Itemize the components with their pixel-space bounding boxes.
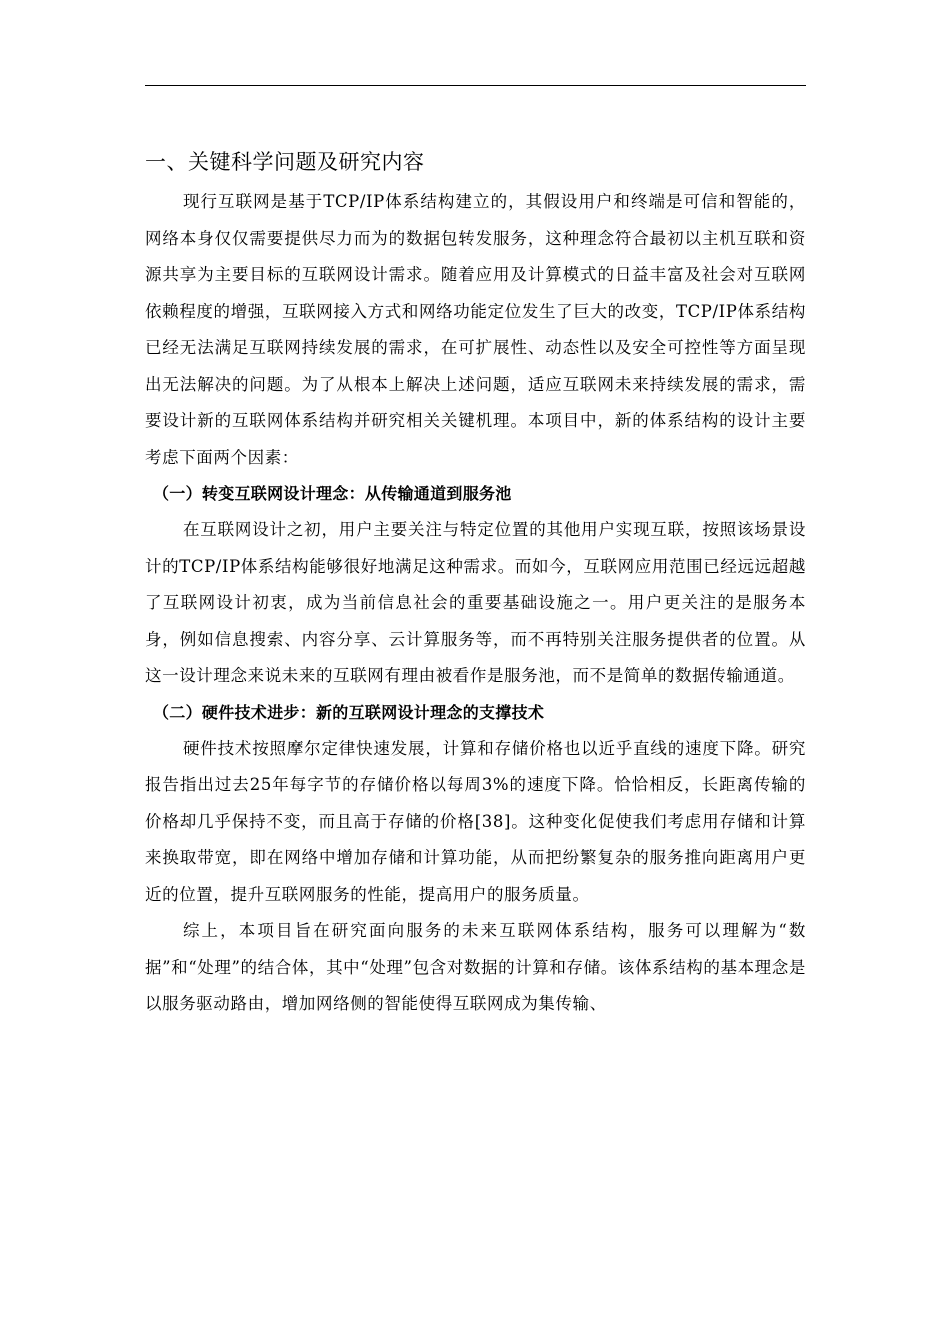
hardware-paragraph: 硬件技术按照摩尔定律快速发展，计算和存储价格也以近乎直线的速度下降。研究报告指出过去25年每字节的存储价格以每周3%的速度下降。恰恰相反，长距离传输的价格却几乎保持不变，而且高于存储的价格[38]。这种变化促使我们考虑用存储和计算来换取带宽，即在网络中增加存储和计算功能，从而把纷繁复杂的服务推向距离用户更近的位置，提升互联网服务的性能，提高用户的服务质量。 (145, 738, 806, 904)
summary-paragraph: 综上，本项目旨在研究面向服务的未来互联网体系结构，服务可以理解为“数据”和“处理”的结合体，其中“处理”包含对数据的计算和存储。该体系结构的基本理念是以服务驱动路由，增加网络侧的智能使得互联网成为集传输、 (145, 921, 806, 1013)
intro-paragraph: 现行互联网是基于TCP/IP体系结构建立的，其假设用户和终端是可信和智能的，网络本身仅仅需要提供尽力而为的数据包转发服务，这种理念符合最初以主机互联和资源共享为主要目标的互联网设计需求。随着应用及计算模式的日益丰富及社会对互联网依赖程度的增强，互联网接入方式和网络功能定位发生了巨大的改变，TCP/IP体系结构已经无法满足互联网持续发展的需求，在可扩展性、动态性以及安全可控性等方面呈现出无法解决的问题。为了从根本上解决上述问题，适应互联网未来持续发展的需求，需要设计新的互联网体系结构并研究相关关键机理。本项目中，新的体系结构的设计主要考虑下面两个因素： (145, 192, 806, 467)
subsection-title-hardware: （二）硬件技术进步：新的互联网设计理念的支撑技术 (153, 702, 545, 722)
header-rule (145, 85, 806, 86)
section-title: 一、关键科学问题及研究内容 (145, 150, 425, 174)
document-body (145, 140, 806, 1023)
design-concept-paragraph: 在互联网设计之初，用户主要关注与特定位置的其他用户实现互联，按照该场景设计的TCP/IP体系结构能够很好地满足这种需求。而如今，互联网应用范围已经远远超越了互联网设计初衷，成为当前信息社会的重要基础设施之一。用户更关注的是服务本身，例如信息搜索、内容分享、云计算服务等，而不再特别关注服务提供者的位置。从这一设计理念来说未来的互联网有理由被看作是服务池，而不是简单的数据传输通道。 (145, 520, 806, 685)
subsection-title-design-concept: （一）转变互联网设计理念：从传输通道到服务池 (153, 484, 512, 503)
